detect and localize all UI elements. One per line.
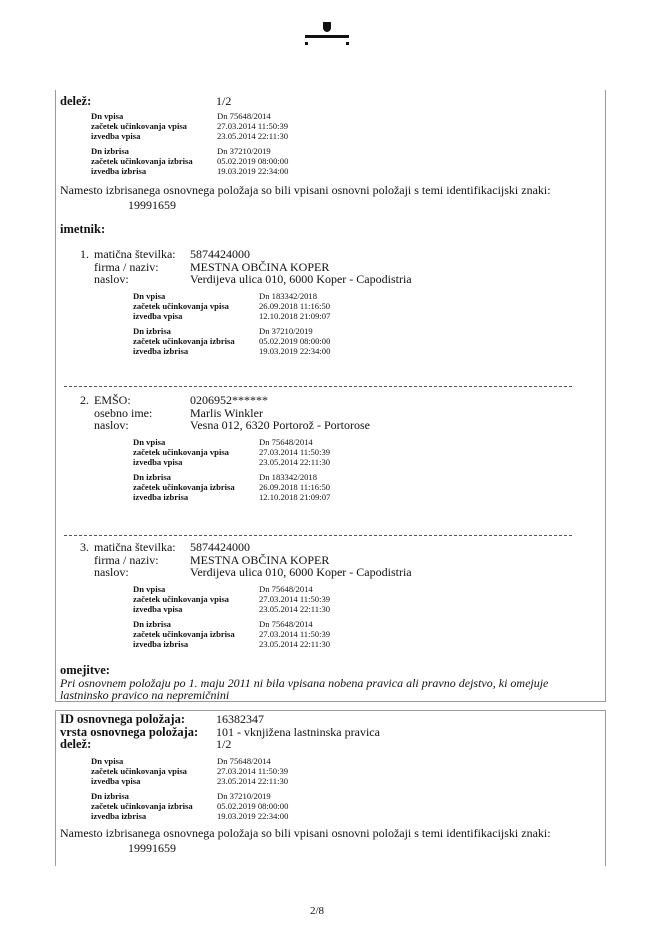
zacetek-izbrisa-label: začetek učinkovanja izbrisa — [133, 482, 235, 493]
dn-vpisa-value: Dn 75648/2014 — [217, 111, 271, 121]
izvedba-izbrisa-value: 19.03.2019 22:34:00 — [217, 165, 289, 176]
owner-separator — [64, 535, 572, 536]
omejitve-text-line2: lastninsko pravico na nepremičnini — [60, 688, 230, 702]
zacetek-vpisa-label: začetek učinkovanja vpisa — [133, 300, 229, 311]
zacetek-izbrisa-label: začetek učinkovanja izbrisa — [133, 336, 235, 347]
izvedba-izbrisa-row — [91, 812, 288, 822]
owner-f3-label: naslov: — [94, 272, 129, 286]
zacetek-izbrisa-label: začetek učinkovanja izbrisa — [91, 801, 193, 812]
zacetek-vpisa-value: 27.03.2014 11:50:39 — [259, 593, 331, 604]
zacetek-vpisa-label: začetek učinkovanja vpisa — [133, 593, 229, 604]
dn-izbrisa-label: Dn izbrisa — [133, 472, 171, 483]
zacetek-izbrisa-value: 05.02.2019 08:00:00 — [259, 336, 331, 347]
zacetek-vpisa-value: 27.03.2014 11:50:39 — [217, 765, 289, 776]
zacetek-izbrisa-value: 05.02.2019 08:00:00 — [217, 156, 289, 167]
owner-f3-value: Vesna 012, 6320 Portorož - Portorose — [190, 418, 370, 432]
replacement-text: Namesto izbrisanega osnovnega položaja so bili vpisani osnovni položaji s temi identifikacijski znaki: — [60, 826, 551, 840]
izvedba-izbrisa-label: izvedba izbrisa — [133, 491, 189, 502]
izvedba-vpisa-label: izvedba vpisa — [91, 775, 141, 786]
owner-f2-label: firma / naziv: — [94, 552, 159, 567]
vrsta-label: vrsta osnovnega položaja: — [60, 725, 199, 739]
dn-vpisa-label: Dn vpisa — [133, 291, 166, 301]
owner-f1-value: 0206952****** — [190, 393, 268, 407]
zacetek-izbrisa-label: začetek učinkovanja izbrisa — [133, 629, 235, 640]
dn-vpisa-value: Dn 75648/2014 — [259, 437, 313, 447]
owner-f1-value: 5874424000 — [190, 247, 250, 261]
izvedba-vpisa-value: 23.05.2014 22:11:30 — [259, 603, 331, 614]
zacetek-izbrisa-value: 26.09.2018 11:16:50 — [259, 482, 331, 493]
owner-number: 2. — [80, 393, 89, 407]
dn-vpisa-value: Dn 183342/2018 — [259, 291, 318, 301]
owner-f2-label: osebno ime: — [94, 405, 153, 420]
vrsta-value: 101 - vknjižena lastninska pravica — [216, 725, 380, 739]
izvedba-vpisa-row — [133, 605, 330, 615]
izvedba-vpisa-label: izvedba vpisa — [91, 130, 141, 141]
izvedba-vpisa-label: izvedba vpisa — [133, 310, 183, 321]
zacetek-izbrisa-value: 05.02.2019 08:00:00 — [217, 801, 289, 812]
dn-vpisa-label: Dn vpisa — [133, 584, 166, 594]
id-label: ID osnovnega položaja: — [60, 712, 186, 726]
dn-izbrisa-value: Dn 37210/2019 — [217, 146, 271, 157]
izvedba-izbrisa-row — [133, 640, 330, 650]
izvedba-vpisa-row — [91, 777, 288, 787]
izvedba-izbrisa-row — [133, 347, 330, 357]
izvedba-izbrisa-row — [133, 493, 330, 503]
registration-entry — [91, 757, 288, 822]
zacetek-izbrisa-label: začetek učinkovanja izbrisa — [91, 156, 193, 167]
izvedba-izbrisa-label: izvedba izbrisa — [133, 638, 189, 649]
izvedba-vpisa-label: izvedba vpisa — [133, 603, 183, 614]
dn-izbrisa-value: Dn 37210/2019 — [259, 326, 313, 337]
owner-f2-value: Marlis Winkler — [190, 405, 263, 420]
dn-vpisa-label: Dn vpisa — [91, 756, 124, 766]
izvedba-izbrisa-label: izvedba izbrisa — [91, 165, 147, 176]
delez-label: delež: — [60, 737, 92, 751]
dn-izbrisa-value: Dn 75648/2014 — [259, 619, 313, 630]
owner-f1-value: 5874424000 — [190, 540, 250, 554]
dn-izbrisa-label: Dn izbrisa — [133, 619, 171, 630]
page-number: 2/8 — [310, 905, 325, 917]
izvedba-izbrisa-value: 19.03.2019 22:34:00 — [217, 810, 289, 821]
registration-entry — [133, 438, 330, 503]
owner-f3-value: Verdijeva ulica 010, 6000 Koper - Capodistria — [190, 565, 412, 579]
dn-izbrisa-value: Dn 183342/2018 — [259, 472, 318, 483]
dn-vpisa-label: Dn vpisa — [91, 111, 124, 121]
dn-izbrisa-label: Dn izbrisa — [91, 146, 129, 157]
izvedba-vpisa-value: 23.05.2014 22:11:30 — [217, 775, 289, 786]
owner-f3-label: naslov: — [94, 418, 129, 432]
zacetek-vpisa-label: začetek učinkovanja vpisa — [91, 765, 187, 776]
delez-value: 1/2 — [216, 94, 232, 108]
owner-f2-label: firma / naziv: — [94, 259, 159, 274]
dn-izbrisa-label: Dn izbrisa — [91, 791, 129, 802]
dn-vpisa-label: Dn vpisa — [133, 437, 166, 447]
izvedba-izbrisa-row — [91, 167, 288, 177]
zacetek-izbrisa-value: 27.03.2014 11:50:39 — [259, 629, 331, 640]
dn-izbrisa-value: Dn 37210/2019 — [217, 791, 271, 802]
owner-f2-value: MESTNA OBČINA KOPER — [190, 259, 330, 274]
izvedba-vpisa-value: 23.05.2014 22:11:30 — [217, 130, 289, 141]
dn-izbrisa-label: Dn izbrisa — [133, 326, 171, 337]
court-emblem-icon — [304, 18, 350, 46]
owner-number: 1. — [80, 247, 89, 261]
delez-value: 1/2 — [216, 737, 232, 751]
izvedba-vpisa-value: 12.10.2018 21:09:07 — [259, 310, 331, 321]
owner-number: 3. — [80, 540, 89, 554]
id-value: 16382347 — [216, 712, 264, 726]
replacement-id: 19991659 — [128, 198, 176, 212]
owner-separator — [64, 386, 572, 387]
izvedba-vpisa-label: izvedba vpisa — [133, 456, 183, 467]
registration-entry — [133, 585, 330, 650]
izvedba-izbrisa-label: izvedba izbrisa — [91, 810, 147, 821]
dn-vpisa-value: Dn 75648/2014 — [259, 584, 313, 594]
izvedba-izbrisa-value: 19.03.2019 22:34:00 — [259, 345, 331, 356]
owner-f3-label: naslov: — [94, 565, 129, 579]
zacetek-vpisa-value: 27.03.2014 11:50:39 — [217, 120, 289, 131]
imetnik-label: imetnik: — [60, 222, 106, 236]
zacetek-vpisa-label: začetek učinkovanja vpisa — [133, 446, 229, 457]
izvedba-vpisa-value: 23.05.2014 22:11:30 — [259, 456, 331, 467]
zacetek-vpisa-value: 26.09.2018 11:16:50 — [259, 300, 331, 311]
delez-label: delež: — [60, 94, 92, 108]
izvedba-izbrisa-value: 23.05.2014 22:11:30 — [259, 638, 331, 649]
replacement-text: Namesto izbrisanega osnovnega položaja so bili vpisani osnovni položaji s temi identifikacijski znaki: — [60, 183, 551, 197]
zacetek-vpisa-label: začetek učinkovanja vpisa — [91, 120, 187, 131]
izvedba-vpisa-row — [133, 458, 330, 468]
owner-f2-value: MESTNA OBČINA KOPER — [190, 552, 330, 567]
owner-f1-label: matična številka: — [94, 540, 176, 554]
owner-f1-label: matična številka: — [94, 247, 176, 261]
owner-f3-value: Verdijeva ulica 010, 6000 Koper - Capodistria — [190, 272, 412, 286]
omejitve-label: omejitve: — [60, 663, 110, 677]
omejitve-text-line1: Pri osnovnem položaju po 1. maju 2011 ni bila vpisana nobena pravica ali pravno dejstvo, ki omejuje — [60, 676, 549, 690]
dn-vpisa-value: Dn 75648/2014 — [217, 756, 271, 766]
owner-f1-label: EMŠO: — [94, 393, 131, 407]
izvedba-vpisa-row — [133, 312, 330, 322]
registration-entry — [91, 112, 288, 177]
registration-entry — [133, 292, 330, 357]
izvedba-vpisa-row — [91, 132, 288, 142]
zacetek-vpisa-value: 27.03.2014 11:50:39 — [259, 446, 331, 457]
replacement-id: 19991659 — [128, 841, 176, 855]
izvedba-izbrisa-value: 12.10.2018 21:09:07 — [259, 491, 331, 502]
izvedba-izbrisa-label: izvedba izbrisa — [133, 345, 189, 356]
